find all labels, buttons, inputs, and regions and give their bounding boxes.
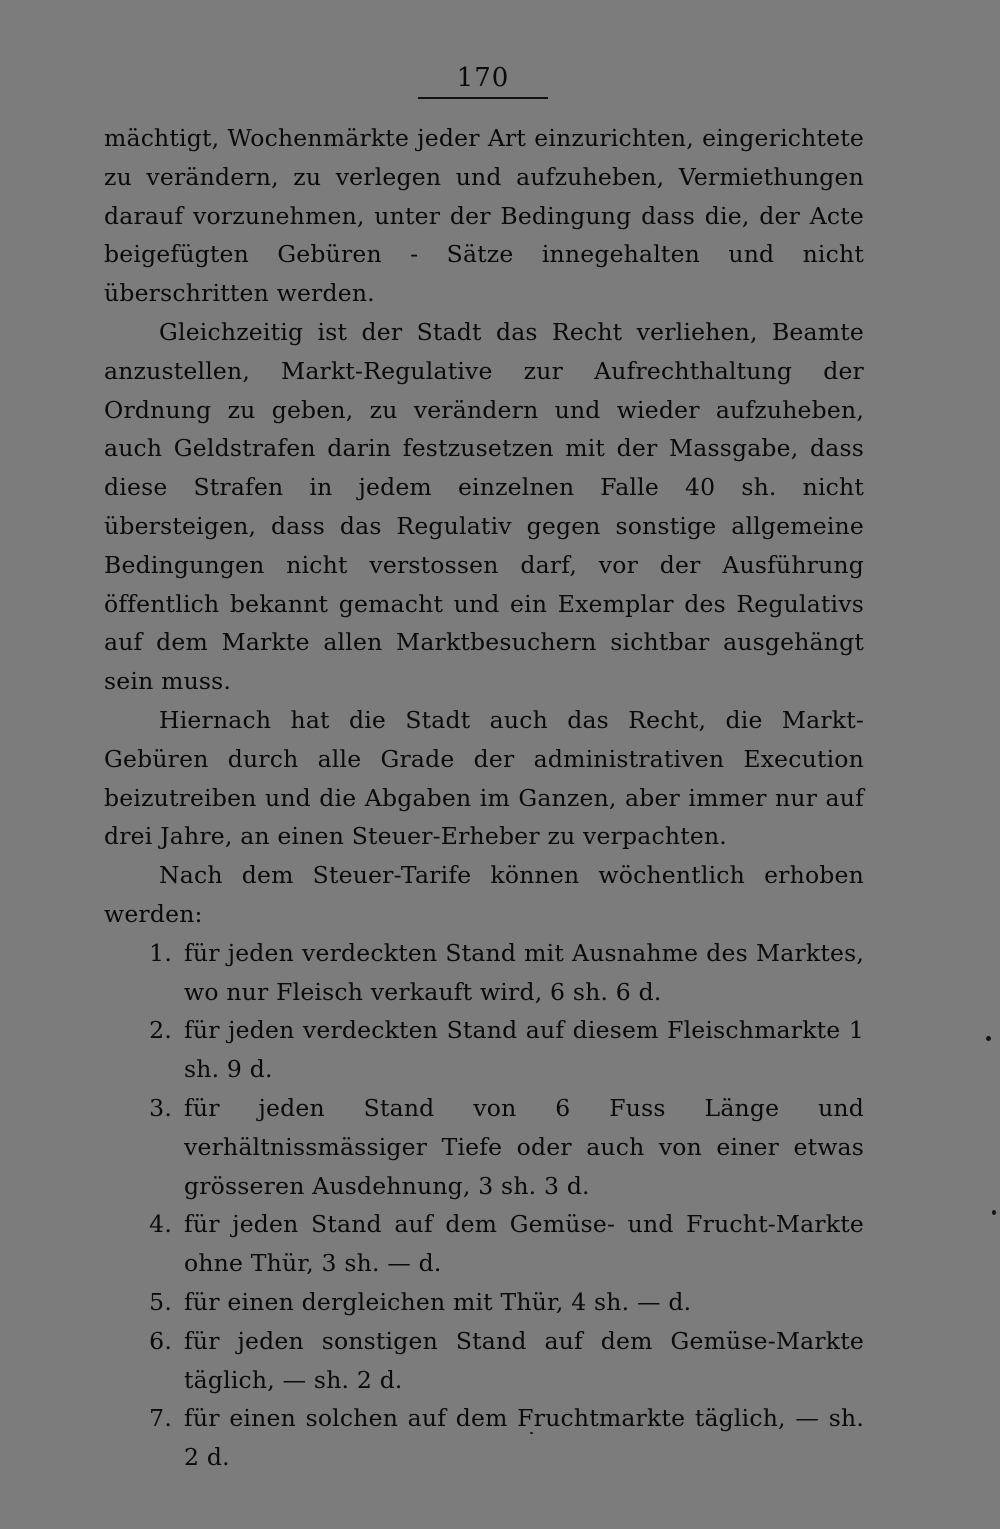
- paragraph: mächtigt, Wochenmärkte jeder Art einzurichten, eingerichtete zu verändern, zu verlegen und aufzuheben, Vermiethungen darauf vorzunehmen, unter der Bedingung dass die, der Acte beigefügten Gebüren - Sätze innegehalten und nicht überschritten werden.: [104, 124, 864, 308]
- list-item: [104, 1011, 864, 1089]
- list-item: [104, 1322, 864, 1400]
- scan-speck: [986, 1036, 991, 1041]
- header-rule: [418, 97, 548, 99]
- paragraph: Nach dem Steuer-Tarife können wöchentlich erhoben werden:: [104, 861, 864, 928]
- scan-speck: [530, 1432, 533, 1434]
- item-spacer: [172, 1011, 184, 1089]
- paragraph: Gleichzeitig ist der Stadt das Recht verliehen, Beamte anzustellen, Markt-Regulative zur Aufrechthaltung der Ordnung zu geben, zu verändern und wieder aufzuheben, auch Geldstrafen darin festzusetzen mit der Massgabe, dass diese Strafen in jedem einzelnen Falle 40 sh. nicht übersteigen, dass das Regulativ gegen sonstige allgemeine Bedingungen nicht verstossen darf, vor der Ausführung öffentlich bekannt gemacht und ein Exemplar des Regulativs auf dem Markte allen Marktbesuchern sichtbar ausgehängt sein muss.: [104, 317, 864, 696]
- item-number: 3.: [149, 1093, 172, 1122]
- item-number: 1.: [149, 938, 172, 967]
- item-number: 7.: [149, 1404, 172, 1433]
- list-item: [104, 1089, 864, 1205]
- list-item: [104, 1283, 864, 1322]
- item-spacer: [172, 1089, 184, 1205]
- item-number: 4.: [149, 1210, 172, 1239]
- list-item: [104, 1399, 864, 1477]
- item-spacer: [172, 1322, 184, 1400]
- item-spacer: [172, 934, 184, 1012]
- item-number: 5.: [149, 1287, 172, 1316]
- page-number: 170: [456, 63, 510, 93]
- tariff-list: [104, 934, 864, 1477]
- scan-speck: [992, 1210, 996, 1215]
- item-spacer: [172, 1283, 184, 1322]
- item-text: für jeden Stand auf dem Gemüse- und Frucht-Markte ohne Thür, 3 sh. — d.: [184, 1210, 864, 1278]
- item-spacer: [172, 1205, 184, 1283]
- item-text: für einen solchen auf dem Fruchtmarkte täglich, — sh. 2 d.: [184, 1404, 864, 1472]
- list-item: [104, 1205, 864, 1283]
- item-text: für jeden verdeckten Stand mit Ausnahme des Marktes, wo nur Fleisch verkauft wird, 6 sh. 6 d.: [184, 938, 864, 1006]
- item-spacer: [172, 1399, 184, 1477]
- item-number: 2.: [149, 1016, 172, 1045]
- list-item: [104, 934, 864, 1012]
- body-text: [104, 119, 864, 1477]
- paragraph: Hiernach hat die Stadt auch das Recht, die Markt-Gebüren durch alle Grade der administrativen Execution beizutreiben und die Abgaben im Ganzen, aber immer nur auf drei Jahre, an einen Steuer-Erheber zu verpachten.: [104, 705, 864, 851]
- item-number: 6.: [149, 1326, 172, 1355]
- item-text: für einen dergleichen mit Thür, 4 sh. — d.: [184, 1287, 692, 1316]
- item-text: für jeden Stand von 6 Fuss Länge und verhältnissmässiger Tiefe oder auch von einer etwas grösseren Ausdehnung, 3 sh. 3 d.: [184, 1093, 864, 1200]
- item-text: für jeden verdeckten Stand auf diesem Fleischmarkte 1 sh. 9 d.: [184, 1016, 864, 1084]
- item-text: für jeden sonstigen Stand auf dem Gemüse-Markte täglich, — sh. 2 d.: [184, 1326, 864, 1394]
